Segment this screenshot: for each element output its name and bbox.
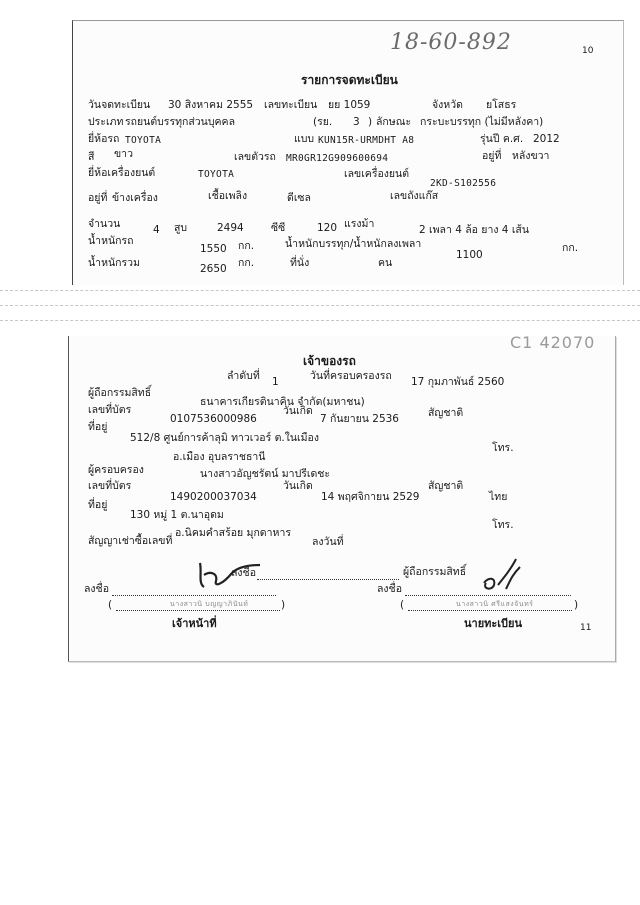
model: KUN15R-URMDHT A8 bbox=[318, 135, 415, 146]
label: น้ำหนักบรรทุก/น้ำหนักลงเพลา bbox=[285, 238, 422, 250]
label: สี bbox=[88, 151, 95, 163]
label: วันเกิด bbox=[283, 405, 313, 417]
label: ซีซี bbox=[271, 222, 286, 234]
label: สัญชาติ bbox=[428, 407, 464, 419]
label: ( bbox=[108, 599, 113, 611]
page-number: 10 bbox=[582, 46, 594, 56]
label: ประเภท bbox=[88, 116, 124, 128]
holder-address-line-2: อ.นิคมคำสร้อย มุกดาหาร bbox=[175, 527, 291, 539]
label: เลขที่บัตร bbox=[88, 404, 132, 416]
signature-line bbox=[405, 595, 571, 596]
owner-signature bbox=[476, 555, 536, 595]
page-divider bbox=[0, 320, 640, 321]
province: ยโสธร bbox=[486, 99, 517, 111]
ry-number: 3 bbox=[353, 116, 360, 128]
label: ผู้ถือกรรมสิทธิ์ bbox=[88, 387, 152, 399]
label: ลงชื่อ bbox=[84, 583, 109, 595]
chassis-number: MR0GR12G909600694 bbox=[286, 153, 389, 164]
holder-nationality: ไทย bbox=[489, 491, 508, 503]
label: ที่นั่ง bbox=[290, 257, 310, 269]
axles-wheels: 2 เพลา 4 ล้อ ยาง 4 เส้น bbox=[419, 224, 529, 236]
holder-signature bbox=[188, 553, 268, 593]
label: อยู่ที่ bbox=[88, 192, 108, 204]
label: (รย. bbox=[313, 116, 333, 128]
label: ) bbox=[574, 599, 579, 611]
label: ยี่ห้อรถ bbox=[88, 133, 120, 145]
engine-brand: TOYOTA bbox=[198, 169, 235, 180]
label: เชื้อเพลิง bbox=[208, 190, 248, 202]
holder-id: 1490200037034 bbox=[170, 491, 257, 503]
holder-address-line-1: 130 หมู่ 1 ต.นาอุดม bbox=[130, 509, 224, 521]
label: กก. bbox=[238, 240, 255, 252]
label: สัญชาติ bbox=[428, 480, 464, 492]
officer-label: เจ้าหน้าที่ bbox=[172, 617, 217, 630]
label: น้ำหนักรถ bbox=[88, 235, 134, 247]
cylinders: 4 bbox=[153, 224, 160, 236]
vehicle-style: กระบะบรรทุก (ไม่มีหลังคา) bbox=[420, 116, 544, 128]
horsepower: 120 bbox=[317, 222, 338, 234]
label: เลขเครื่องยนต์ bbox=[344, 168, 410, 180]
owner-address-line-2: อ.เมือง อุบลราชธานี bbox=[173, 451, 266, 463]
label: วันที่ครอบครองรถ bbox=[310, 370, 392, 382]
engine-cc: 2494 bbox=[217, 222, 244, 234]
officer-name: นางสาวนิ บญญาภินันท์ bbox=[170, 600, 249, 608]
label: ลงวันที่ bbox=[312, 536, 344, 548]
signature-line bbox=[257, 579, 399, 580]
label: เลขถังแก๊ส bbox=[390, 190, 439, 202]
label: แรงม้า bbox=[344, 218, 375, 230]
label: ผู้ถือกรรมสิทธิ์ bbox=[403, 566, 467, 578]
label: สูบ bbox=[174, 222, 188, 234]
label: ลงชื่อ bbox=[377, 583, 402, 595]
label: ที่อยู่ bbox=[88, 421, 108, 433]
reg-no: ยย 1059 bbox=[328, 99, 371, 111]
page-number: 11 bbox=[580, 623, 592, 633]
signature-line bbox=[408, 610, 572, 611]
handwritten-code: 18-60-892 bbox=[390, 30, 512, 55]
label: ลำดับที่ bbox=[227, 370, 260, 382]
reg-date: 30 สิงหาคม 2555 bbox=[168, 99, 254, 111]
signature-line bbox=[112, 595, 276, 596]
label: ผู้ครอบครอง bbox=[88, 464, 144, 476]
signature-line bbox=[116, 610, 280, 611]
label: ) bbox=[281, 599, 286, 611]
owner-address-line-1: 512/8 ศูนย์การค้าลุมิ ทาวเวอร์ ต.ในเมือง bbox=[130, 432, 319, 444]
label: เลขทะเบียน bbox=[264, 99, 318, 111]
chassis-location: หลังขวา bbox=[512, 150, 550, 162]
label: จังหวัด bbox=[432, 99, 463, 111]
model-year: 2012 bbox=[533, 133, 560, 145]
label: ) bbox=[368, 116, 373, 128]
holder-name: นางสาวอัญชรัตน์ มาปรีเดชะ bbox=[200, 468, 331, 480]
label: ที่อยู่ bbox=[88, 499, 108, 511]
sequence-number: 1 bbox=[272, 376, 279, 388]
label: เลขที่บัตร bbox=[88, 480, 132, 492]
holder-dob: 14 พฤศจิกายน 2529 bbox=[321, 491, 420, 503]
owner-name: ธนาคารเกียรตินาคิน จำกัด(มหาชน) bbox=[200, 396, 365, 408]
owner-id: 0107536000986 bbox=[170, 413, 257, 425]
vehicle-weight: 1550 bbox=[200, 243, 227, 255]
page-divider bbox=[0, 290, 640, 291]
fuel: ดีเซล bbox=[287, 192, 311, 204]
label: วันจดทะเบียน bbox=[88, 99, 151, 111]
color: ขาว bbox=[114, 148, 133, 160]
label: จำนวน bbox=[88, 218, 121, 230]
label: ลงชื่อ bbox=[231, 567, 256, 579]
label: อยู่ที่ bbox=[482, 150, 502, 162]
label: คน bbox=[378, 257, 393, 269]
owner-title: เจ้าของรถ bbox=[303, 354, 356, 368]
engine-number: 2KD-S102556 bbox=[430, 178, 497, 189]
label: โทร. bbox=[492, 519, 514, 531]
label: กก. bbox=[562, 242, 579, 254]
total-weight: 2650 bbox=[200, 263, 227, 275]
document-code: C1 42070 bbox=[510, 333, 596, 352]
label: น้ำหนักรวม bbox=[88, 257, 140, 269]
owner-dob: 7 กันยายน 2536 bbox=[320, 413, 399, 425]
label: โทร. bbox=[492, 442, 514, 454]
page-divider bbox=[0, 305, 640, 306]
registration-title: รายการจดทะเบียน bbox=[301, 73, 398, 87]
load-weight: 1100 bbox=[456, 249, 483, 261]
registrar-name: นางสาวนิ ศรีแสงจันทร์ bbox=[456, 600, 534, 608]
label: รุ่นปี ค.ศ. bbox=[480, 133, 524, 145]
label: ลักษณะ bbox=[376, 116, 412, 128]
brand: TOYOTA bbox=[125, 135, 162, 146]
label: แบบ bbox=[294, 133, 315, 145]
label: วันเกิด bbox=[283, 480, 313, 492]
label: กก. bbox=[238, 257, 255, 269]
registrar-label: นายทะเบียน bbox=[464, 617, 523, 630]
label: สัญญาเช่าซื้อเลขที่ bbox=[88, 535, 173, 547]
label: ยี่ห้อเครื่องยนต์ bbox=[88, 167, 156, 179]
vehicle-type: รถยนต์บรรทุกส่วนบุคคล bbox=[125, 116, 235, 128]
label: ( bbox=[400, 599, 405, 611]
possession-date: 17 กุมภาพันธ์ 2560 bbox=[411, 376, 505, 388]
label: เลขตัวรถ bbox=[234, 151, 276, 163]
engine-location: ข้างเครื่อง bbox=[112, 192, 158, 204]
